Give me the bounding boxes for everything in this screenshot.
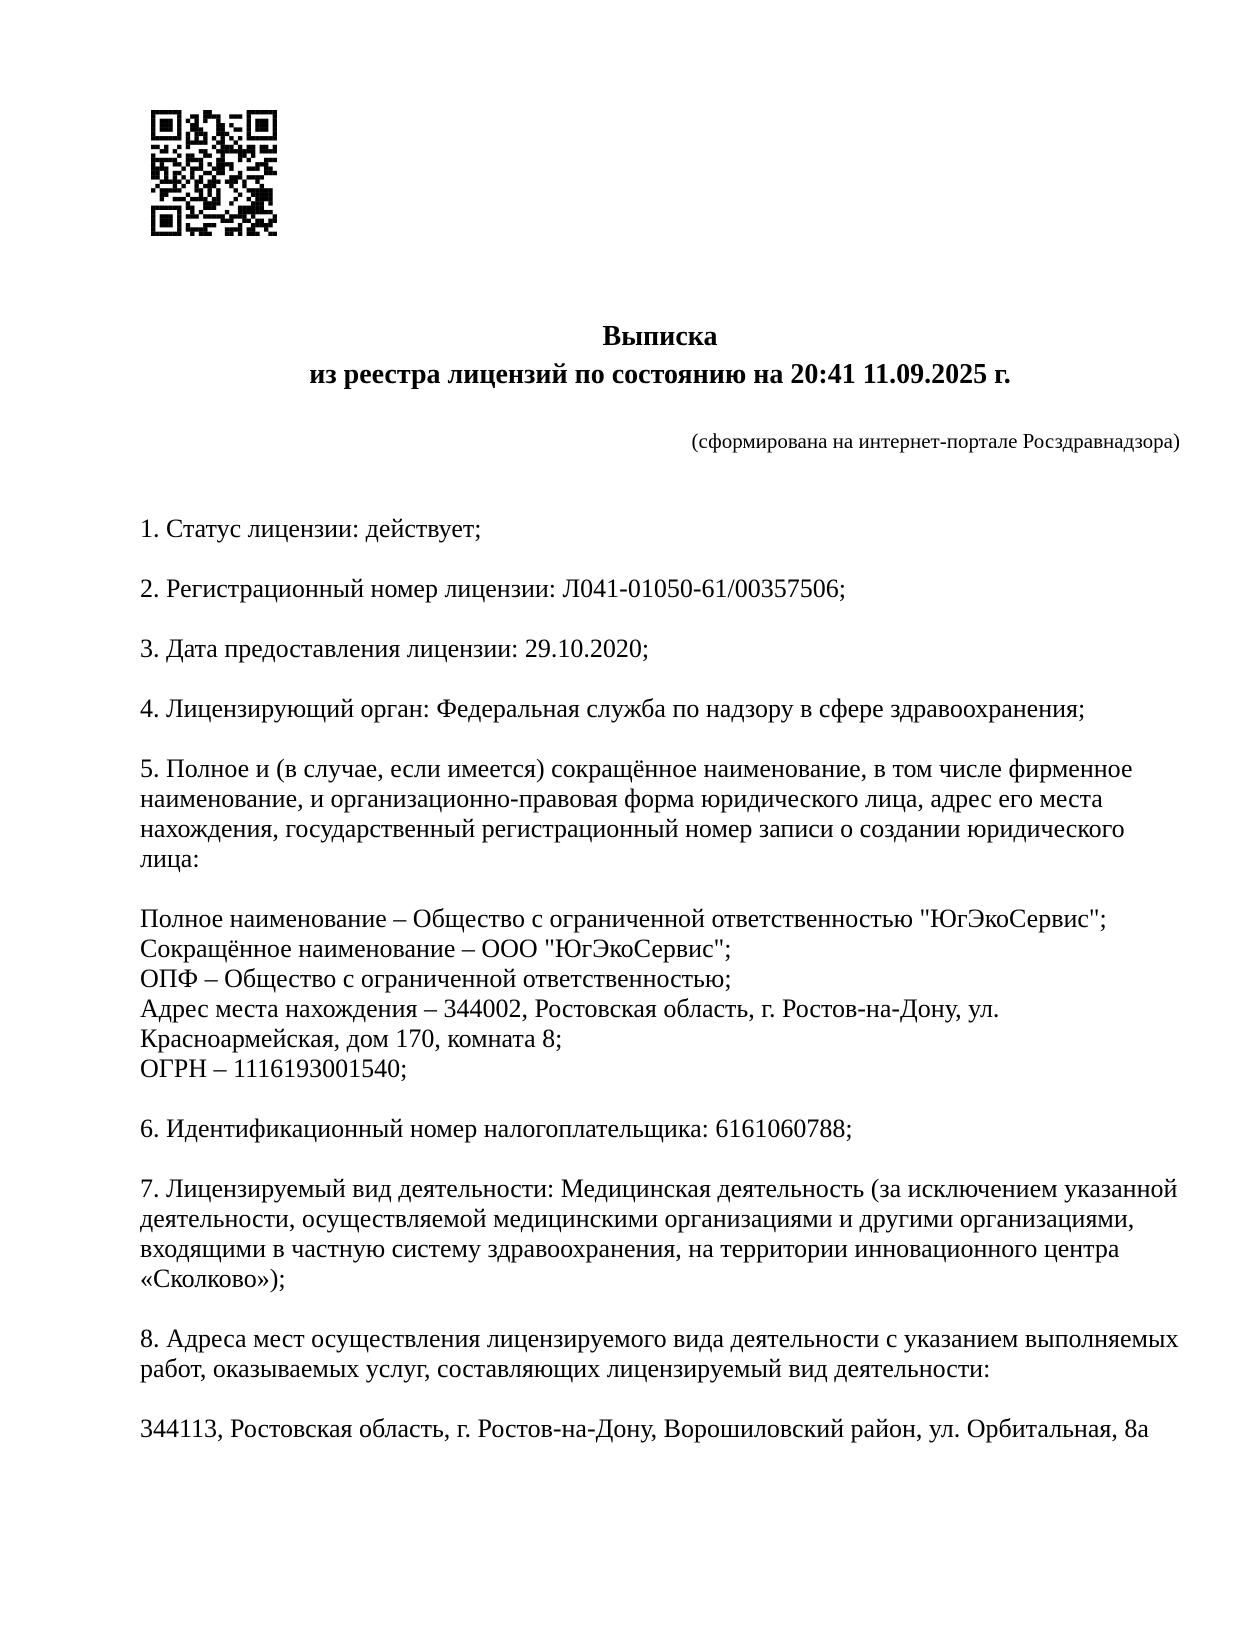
- text-line: 2. Регистрационный номер лицензии: Л041-01050-61/00357506;: [140, 574, 846, 603]
- paragraph: [140, 1414, 1180, 1444]
- paragraph: [140, 694, 1180, 724]
- title-line-1: Выписка: [602, 321, 718, 352]
- text-line: 344113, Ростовская область, г. Ростов-на-Дону, Ворошиловский район, ул. Орбитальная, 8а: [140, 1414, 1149, 1443]
- paragraph: [140, 754, 1180, 874]
- paragraph: [140, 574, 1180, 604]
- paragraph: [140, 634, 1180, 664]
- text-line: 1. Статус лицензии: действует;: [140, 514, 482, 543]
- paragraph: [140, 1174, 1180, 1294]
- document-title: [140, 318, 1180, 394]
- document-body: [140, 514, 1180, 1444]
- paragraph: [140, 1114, 1180, 1144]
- text-line: ОГРН – 1116193001540;: [140, 1054, 408, 1083]
- paragraph: [140, 514, 1180, 544]
- paragraph: [140, 904, 1180, 1084]
- text-line: 8. Адреса мест осуществления лицензируемого вида деятельности с указанием выполняемых работ, оказываемых услуг, составляющих лицензируемый вид деятельности:: [140, 1324, 1179, 1383]
- text-line: 7. Лицензируемый вид деятельности: Медицинская деятельность (за исключением указанной деятельности, осуществляемой медицинскими организациями и другими организациями, входящими в частную систему здравоохранения, на территории инновационного центра «Сколково»);: [140, 1174, 1178, 1293]
- text-line: 6. Идентификационный номер налогоплательщика: 6161060788;: [140, 1114, 853, 1143]
- text-line: Полное наименование – Общество с ограниченной ответственностью "ЮгЭкоСервис";: [140, 904, 1107, 933]
- title-line-2: из реестра лицензий по состоянию на 20:41 11.09.2025 г.: [309, 359, 1011, 390]
- document-content: [140, 0, 1180, 1474]
- text-line: 3. Дата предоставления лицензии: 29.10.2020;: [140, 634, 650, 663]
- formation-note: (сформирована на интернет-портале Росздравнадзора): [691, 429, 1180, 453]
- text-line: ОПФ – Общество с ограниченной ответственностью;: [140, 964, 732, 993]
- text-line: Адрес места нахождения – 344002, Ростовская область, г. Ростов-на-Дону, ул. Красноармейская, дом 170, комната 8;: [140, 994, 1000, 1053]
- text-line: 4. Лицензирующий орган: Федеральная служба по надзору в сфере здравоохранения;: [140, 694, 1086, 723]
- text-line: Сокращённое наименование – ООО "ЮгЭкоСервис";: [140, 934, 732, 963]
- paragraph: [140, 1324, 1180, 1384]
- text-line: 5. Полное и (в случае, если имеется) сокращённое наименование, в том числе фирменное наименование, и организационно-правовая форма юридического лица, адрес его места нахождения, государственный регистрационный номер записи о создании юридического лица:: [140, 754, 1133, 873]
